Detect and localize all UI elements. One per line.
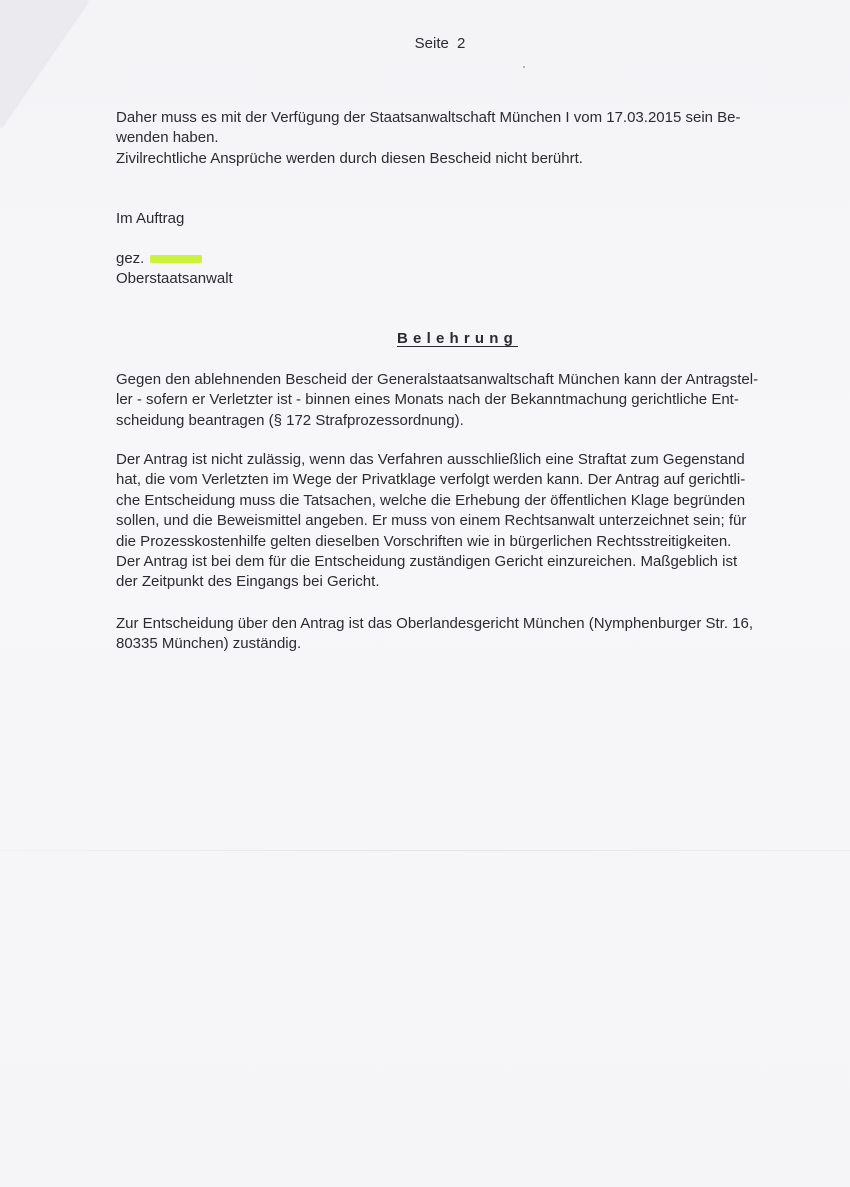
text-line: sollen, und die Beweismittel angeben. Er muss von einem Rechtsanwalt unterzeichnet sein; für	[116, 512, 747, 530]
paragraph-court	[116, 614, 781, 655]
text-line: 80335 München) zuständig.	[116, 635, 302, 653]
text-line: che Entscheidung muss die Tatsachen, welche die Erhebung der öffentlichen Klage begründen	[116, 491, 746, 509]
text-line: Der Antrag ist nicht zulässig, wenn das Verfahren ausschließlich eine Straftat zum Gegenstand	[116, 451, 745, 468]
text-line: die Prozesskostenhilfe gelten dieselben Vorschriften wie in bürgerlichen Rechtsstreitigkeiten.	[116, 532, 732, 550]
text-line: scheidung beantragen (§ 172 Strafprozessordnung).	[116, 411, 464, 429]
redacted-name-mark	[150, 255, 202, 263]
im-auftrag-line: Im Auftrag	[116, 210, 185, 227]
text-line: Zur Entscheidung über den Antrag ist das Oberlandesgericht München (Nymphenburger Str. 16,	[116, 615, 754, 632]
section-heading: Belehrung	[397, 330, 518, 347]
text-line: wenden haben.	[116, 129, 219, 147]
text-line: hat, die vom Verletzten im Wege der Privatklage verfolgt werden kann. Der Antrag auf gerichtli-	[116, 471, 746, 489]
paragraph-admissibility	[116, 450, 781, 593]
text-line: Der Antrag ist bei dem für die Entscheidung zuständigen Gericht einzureichen. Maßgeblich ist	[116, 553, 738, 571]
signatory-title: Oberstaatsanwalt	[116, 270, 233, 287]
signature-line	[116, 249, 202, 269]
paper-fold-line	[0, 850, 850, 851]
text-line: der Zeitpunkt des Eingangs bei Gericht.	[116, 573, 380, 591]
page-number: Seite 2	[414, 35, 466, 52]
scan-speck	[523, 66, 525, 68]
gez-prefix: gez.	[116, 250, 145, 267]
page-corner-fold	[0, 0, 88, 128]
text-line: Daher muss es mit der Verfügung der Staatsanwaltschaft München I vom 17.03.2015 sein Be-	[116, 109, 741, 126]
text-line: Gegen den ablehnenden Bescheid der Generalstaatsanwaltschaft München kann der Antragstel-	[116, 371, 759, 388]
text-line: Zivilrechtliche Ansprüche werden durch diesen Bescheid nicht berührt.	[116, 149, 583, 167]
text-line: ler - sofern er Verletzter ist - binnen eines Monats nach der Bekanntmachung gerichtliche Ent-	[116, 391, 739, 409]
paragraph-decision	[116, 108, 781, 169]
paragraph-appeal-right	[116, 370, 781, 431]
